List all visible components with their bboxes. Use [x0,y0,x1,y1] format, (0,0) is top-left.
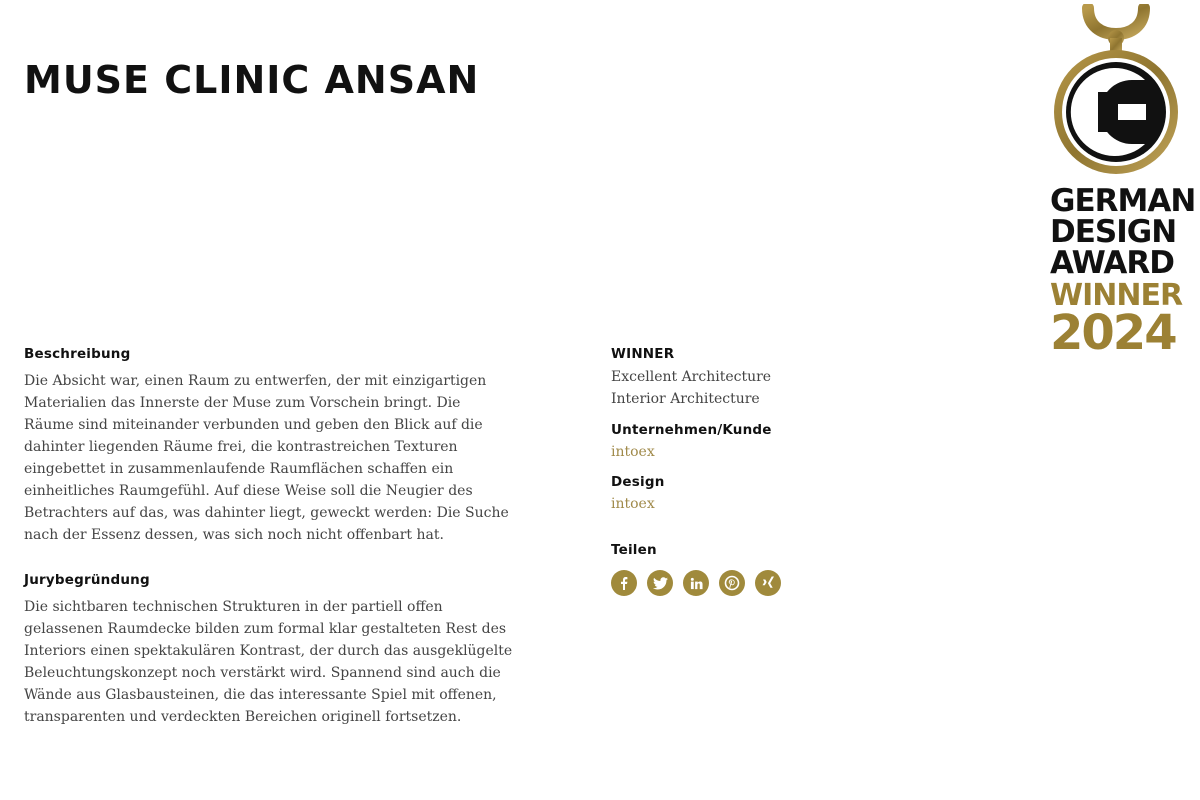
jury-heading: Jurybegründung [24,572,150,588]
award-text-design: DESIGN [1050,214,1177,250]
content-left-column [24,346,514,728]
linkedin-icon[interactable] [683,570,709,596]
design-heading: Design [611,474,665,490]
jury-text: Die sichtbaren technischen Strukturen in der partiell offen gelassenen Raumdecke bilden zum formal klar gestalteten Rest des Interiors einen spektakulären Kontrast, der durch das ausgeklügelte Beleuchtungskonzept noch verstärkt wird. Spannend sind auch die Wände aus Glasbausteinen, die das interessante Spiel mit offenen, transparenten und verdeckten Bereichen originell fortsetzen. [24,599,513,725]
winner-heading: WINNER [611,346,675,362]
description-text: Die Absicht war, einen Raum zu entwerfen, der mit einzigartigen Materialien das Innerste der Muse zum Vorschein bringt. Die Räume sind miteinander verbunden und geben den Blick auf die dahinter liegenden Räume frei, die kontrastreichen Texturen eingebettet in zusammenlaufende Raumflächen schaffen ein einheitliches Raumgefühl. Auf diese Weise soll die Neugier des Betrachters auf das, was dahinter liegt, geweckt werden: Die Suche nach der Essenz dessen, was sich noch nicht offenbart hat. [24,373,509,543]
winner-category: Excellent Architecture [611,369,772,385]
award-medal-icon [1046,4,1186,184]
xing-icon[interactable] [755,570,781,596]
winner-category: Interior Architecture [611,391,760,407]
award-text-year: 2024 [1050,305,1176,361]
share-heading: Teilen [611,542,657,558]
award-text-winner: WINNER [1050,278,1183,313]
pinterest-icon[interactable] [719,570,745,596]
client-heading: Unternehmen/Kunde [611,422,772,438]
client-link[interactable]: intoex [611,444,655,460]
design-section [611,474,911,514]
german-design-award-badge [1046,4,1196,361]
winner-section [611,346,911,410]
award-text-german: GERMAN [1050,183,1196,219]
twitter-icon[interactable] [647,570,673,596]
design-link[interactable]: intoex [611,496,655,512]
share-icons [611,570,911,596]
content-right-column [611,346,911,596]
award-wordmark [1050,183,1196,361]
award-text-award: AWARD [1050,245,1174,281]
page-title: MUSE CLINIC ANSAN [24,58,480,102]
client-section [611,422,911,462]
description-heading: Beschreibung [24,346,131,362]
facebook-icon[interactable] [611,570,637,596]
